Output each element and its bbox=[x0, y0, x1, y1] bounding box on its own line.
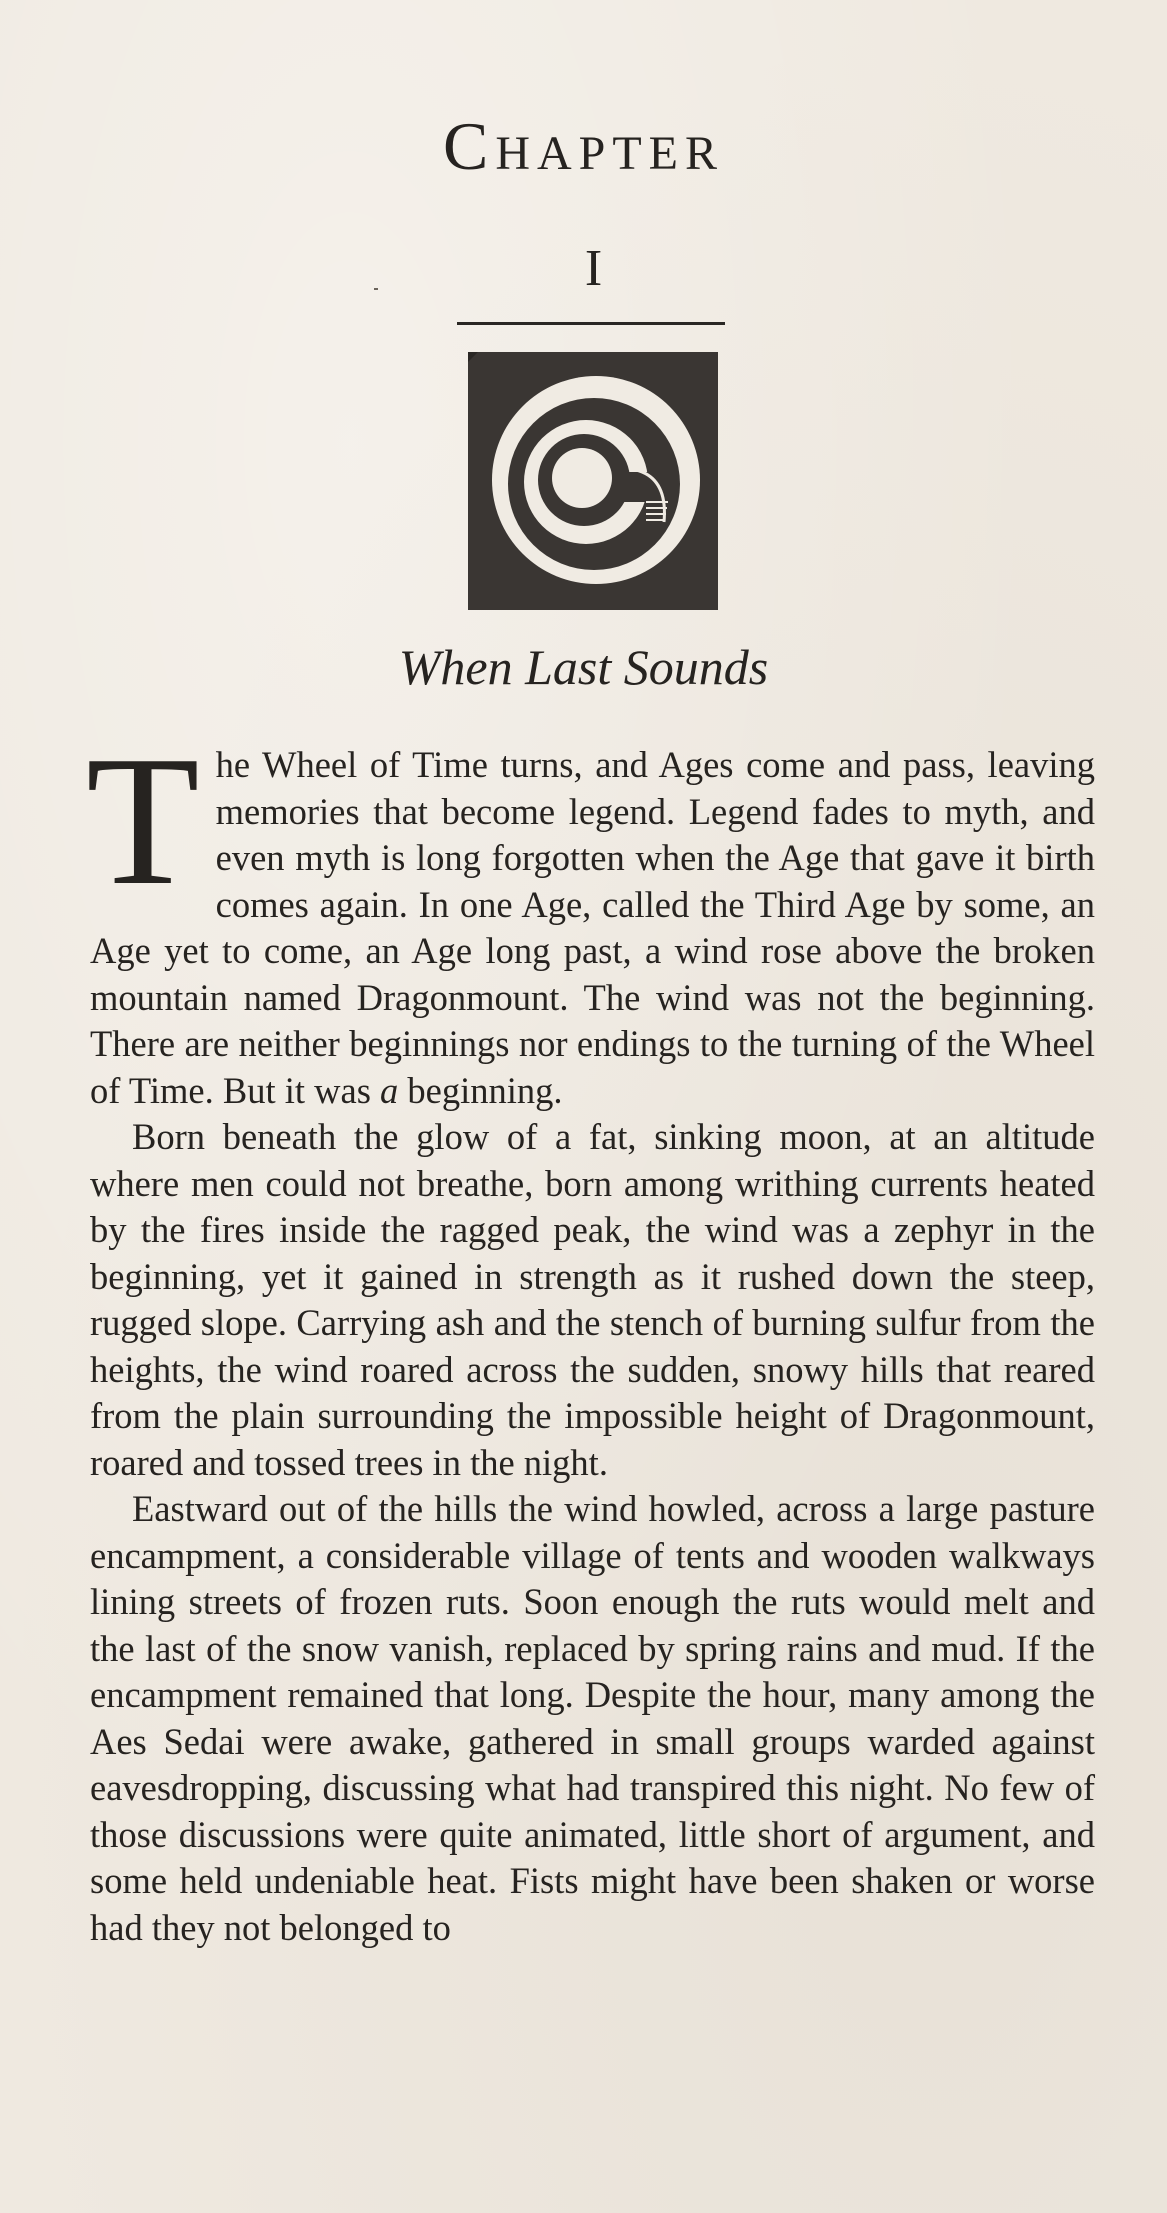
paragraph: Eastward out of the hills the wind howled, across a large pasture encampment, a considerable village of tents and wooden walkways lining streets of frozen ruts. Soon enough the ruts would melt and the last of the snow vanish, replaced by spring rains and mud. If the encampment remained that long. Despite the hour, many among the Aes Sedai were awake, gathered in small groups warded against eavesdropping, discussing what had transpired this night. No few of those discussions were quite animated, little short of argument, and some held undeniable heat. Fists might have been shaken or worse had they not belonged to bbox=[90, 1488, 1095, 1948]
paragraph-text: he Wheel of Time turns, and Ages come and pass, leaving memories that become legend. Legend fades to myth, and even myth is long forgotten when the Age that gave it birth comes again. In one Age, called the Third Age by some, an Age yet to come, an Age long past, a wind rose above the broken mountain named Dragonmount. The wind was not the beginning. There are neither beginnings nor endings to the turning of the Wheel of Time. But it was bbox=[90, 744, 1095, 1111]
paragraph: Born beneath the glow of a fat, sinking moon, at an altitude where men could not breathe, born among writhing currents heated by the fires inside the ragged peak, the wind was a zephyr in the beginning, yet it gained in strength as it rushed down the steep, rugged slope. Carrying ash and the stench of burning sulfur from the heights, the wind roared across the sudden, snowy hills that reared from the plain surrounding the impossible height of Dragonmount, roared and tossed trees in the night. bbox=[90, 1116, 1095, 1483]
drop-cap: T bbox=[86, 718, 200, 924]
chapter-number: I bbox=[584, 240, 603, 297]
wheel-spiral-emblem-icon bbox=[468, 352, 718, 610]
chapter-heading: Chapter bbox=[442, 108, 725, 184]
chapter-divider-rule bbox=[457, 322, 725, 325]
paragraph-text-end: beginning. bbox=[398, 1069, 563, 1111]
paragraph bbox=[86, 718, 1095, 1114]
emphasized-word: a bbox=[380, 1069, 399, 1111]
chapter-body bbox=[86, 718, 1095, 1951]
chapter-title: When Last Sounds bbox=[398, 639, 769, 695]
